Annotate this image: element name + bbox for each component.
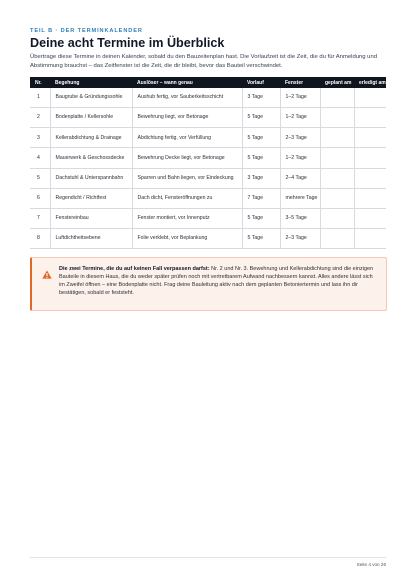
header-ausloeser: Auslöser – wann genau	[132, 77, 242, 88]
cell-begehung: Regendicht / Richtfest	[50, 188, 132, 208]
cell-nr: 1	[30, 88, 50, 108]
notice-lead: Die zwei Termine, die du auf keinen Fall verpassen darfst:	[59, 266, 210, 272]
header-begehung: Begehung	[50, 77, 132, 88]
cell-begehung: Baugrube & Gründungssohle	[50, 88, 132, 108]
cell-nr: 8	[30, 228, 50, 248]
appointments-table	[30, 77, 386, 249]
cell-ausloeser: Bewehrung liegt, vor Betonage	[132, 108, 242, 128]
cell-erledigt-am[interactable]	[354, 88, 386, 108]
cell-geplant-am[interactable]	[320, 228, 354, 248]
table-header-row	[30, 77, 386, 88]
cell-begehung: Kellerabdichtung & Drainage	[50, 128, 132, 148]
table-row	[30, 88, 386, 108]
cell-vorlauf: 5 Tage	[242, 128, 280, 148]
cell-begehung: Dachstuhl & Unterspannbahn	[50, 168, 132, 188]
table-row	[30, 108, 386, 128]
table-row	[30, 228, 386, 248]
cell-ausloeser: Bewehrung Decke liegt, vor Betonage	[132, 148, 242, 168]
table-row	[30, 168, 386, 188]
cell-geplant-am[interactable]	[320, 128, 354, 148]
cell-geplant-am[interactable]	[320, 88, 354, 108]
cell-geplant-am[interactable]	[320, 188, 354, 208]
cell-nr: 2	[30, 108, 50, 128]
warning-notice	[30, 257, 387, 311]
cell-vorlauf: 5 Tage	[242, 228, 280, 248]
header-geplant: geplant am	[320, 77, 354, 88]
cell-begehung: Fenstereinbau	[50, 208, 132, 228]
cell-ausloeser: Folie verklebt, vor Beplankung	[132, 228, 242, 248]
cell-vorlauf: 7 Tage	[242, 188, 280, 208]
cell-fenster: 1–2 Tage	[280, 148, 320, 168]
cell-fenster: 2–3 Tage	[280, 128, 320, 148]
cell-begehung: Mauerwerk & Geschossdecke	[50, 148, 132, 168]
header-fenster: Fenster	[280, 77, 320, 88]
cell-vorlauf: 5 Tage	[242, 208, 280, 228]
cell-ausloeser: Sparren und Bahn liegen, vor Eindeckung	[132, 168, 242, 188]
cell-begehung: Luftdichtheitsebene	[50, 228, 132, 248]
notice-text	[59, 265, 379, 297]
cell-fenster: 1–2 Tage	[280, 88, 320, 108]
cell-ausloeser: Fenster montiert, vor Innenputz	[132, 208, 242, 228]
cell-erledigt-am[interactable]	[354, 208, 386, 228]
cell-erledigt-am[interactable]	[354, 188, 386, 208]
section-eyebrow: TEIL B · DER TERMINKALENDER	[30, 28, 143, 34]
cell-fenster: mehrere Tage	[280, 188, 320, 208]
cell-erledigt-am[interactable]	[354, 108, 386, 128]
header-vorlauf: Vorlauf	[242, 77, 280, 88]
cell-ausloeser: Dach dicht, Fensteröffnungen zu	[132, 188, 242, 208]
cell-fenster: 1–2 Tage	[280, 108, 320, 128]
warning-triangle-icon	[42, 266, 52, 275]
cell-begehung: Bodenplatte / Kellersohle	[50, 108, 132, 128]
table-row	[30, 128, 386, 148]
table-row	[30, 208, 386, 228]
cell-vorlauf: 5 Tage	[242, 108, 280, 128]
notice-body: Nr. 2 und Nr. 3. Bewehrung und Kellerabdichtung sind die einzigen Bauteile in diesem Haus, die du weder später prüfen noch mit vertretbarem Aufwand nachbessern kannst. Alles andere lässt sich im Zweifel öffnen – eine Bodenplatte nicht. Frag deine Bauleitung aktiv nach dem geplanten Betoniertermin und lass ihn dir bestätigen, sobald er feststeht.	[59, 266, 374, 296]
cell-nr: 4	[30, 148, 50, 168]
cell-erledigt-am[interactable]	[354, 168, 386, 188]
cell-geplant-am[interactable]	[320, 168, 354, 188]
cell-nr: 6	[30, 188, 50, 208]
cell-vorlauf: 5 Tage	[242, 148, 280, 168]
page-number: Seite 4 von 26	[356, 562, 386, 567]
cell-geplant-am[interactable]	[320, 108, 354, 128]
cell-fenster: 2–3 Tage	[280, 228, 320, 248]
cell-nr: 5	[30, 168, 50, 188]
cell-vorlauf: 3 Tage	[242, 88, 280, 108]
header-nr: Nr.	[30, 77, 50, 88]
page-title: Deine acht Termine im Überblick	[30, 36, 225, 50]
cell-nr: 7	[30, 208, 50, 228]
cell-geplant-am[interactable]	[320, 208, 354, 228]
cell-erledigt-am[interactable]	[354, 148, 386, 168]
cell-fenster: 3–5 Tage	[280, 208, 320, 228]
table-row	[30, 148, 386, 168]
header-erledigt: erledigt am	[354, 77, 386, 88]
cell-ausloeser: Aushub fertig, vor Sauberkeitsschicht	[132, 88, 242, 108]
footer-divider	[30, 557, 386, 558]
cell-erledigt-am[interactable]	[354, 228, 386, 248]
cell-vorlauf: 3 Tage	[242, 168, 280, 188]
cell-ausloeser: Abdichtung fertig, vor Verfüllung	[132, 128, 242, 148]
cell-geplant-am[interactable]	[320, 148, 354, 168]
cell-erledigt-am[interactable]	[354, 128, 386, 148]
intro-paragraph: Übertrage diese Termine in deinen Kalender, sobald du den Bauzeitenplan hast. Die Vorlaufzeit ist die Zeit, die du für Anmeldung und Abstimmung brauchst – das Zeitfenster ist die Zeit, die dir bleibt, bevor das Bauteil verschwindet.	[30, 54, 378, 69]
page-content	[30, 28, 386, 249]
cell-fenster: 2–4 Tage	[280, 168, 320, 188]
cell-nr: 3	[30, 128, 50, 148]
table-row	[30, 188, 386, 208]
